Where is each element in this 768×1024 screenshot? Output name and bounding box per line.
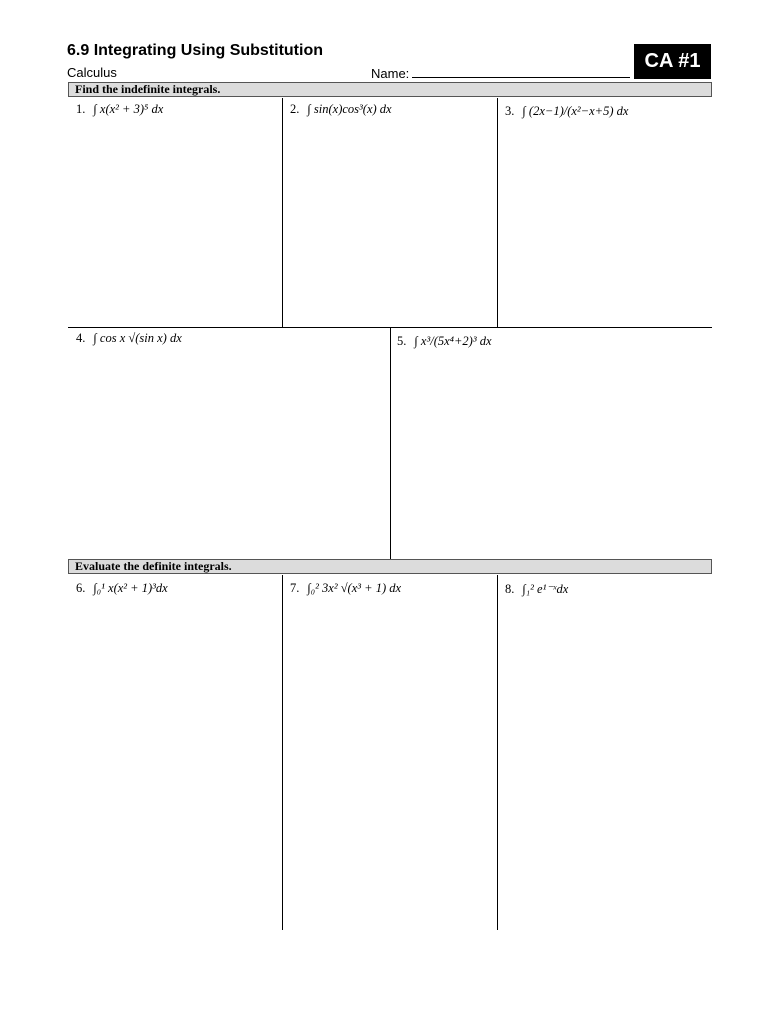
problem-2 bbox=[290, 102, 392, 117]
problem-3 bbox=[505, 104, 628, 119]
divider-row3-a bbox=[282, 575, 283, 930]
name-blank-line[interactable] bbox=[412, 65, 630, 78]
name-label: Name: bbox=[371, 66, 410, 81]
problem-number: 3. bbox=[505, 104, 515, 118]
problem-number: 8. bbox=[505, 582, 515, 596]
name-field[interactable] bbox=[371, 65, 630, 81]
divider-row1-b bbox=[497, 98, 498, 327]
problem-number: 7. bbox=[290, 581, 300, 595]
problem-5 bbox=[397, 334, 492, 349]
indefinite-section-header: Find the indefinite integrals. bbox=[68, 82, 712, 97]
problem-6 bbox=[76, 581, 168, 596]
problem-expression: ∫ x(x² + 3)⁵ dx bbox=[93, 102, 164, 116]
divider-row3-b bbox=[497, 575, 498, 930]
problem-expression: ∫₀¹ x(x² + 1)³dx bbox=[93, 581, 168, 595]
problem-expression: ∫₀² 3x² √(x³ + 1) dx bbox=[307, 581, 402, 595]
course-label: Calculus bbox=[67, 65, 117, 80]
problem-expression: ∫ sin(x)cos³(x) dx bbox=[307, 102, 392, 116]
problem-7 bbox=[290, 581, 401, 596]
problem-number: 6. bbox=[76, 581, 86, 595]
problem-number: 5. bbox=[397, 334, 407, 348]
problem-number: 2. bbox=[290, 102, 300, 116]
divider-row2 bbox=[390, 327, 391, 559]
problem-expression: ∫ cos x √(sin x) dx bbox=[93, 331, 182, 345]
problem-number: 1. bbox=[76, 102, 86, 116]
definite-section-header: Evaluate the definite integrals. bbox=[68, 559, 712, 574]
problem-4 bbox=[76, 331, 182, 346]
divider-row1-a bbox=[282, 98, 283, 327]
problem-expression: ∫ x³/(5x⁴+2)³ dx bbox=[414, 334, 492, 348]
problem-number: 4. bbox=[76, 331, 86, 345]
problem-8 bbox=[505, 581, 568, 597]
problem-expression: ∫ (2x−1)/(x²−x+5) dx bbox=[522, 104, 629, 118]
problem-1 bbox=[76, 102, 163, 117]
worksheet-title: 6.9 Integrating Using Substitution bbox=[67, 42, 323, 59]
assignment-badge: CA #1 bbox=[634, 44, 711, 79]
problem-expression: ∫₁² e¹⁻ˣdx bbox=[522, 582, 569, 596]
